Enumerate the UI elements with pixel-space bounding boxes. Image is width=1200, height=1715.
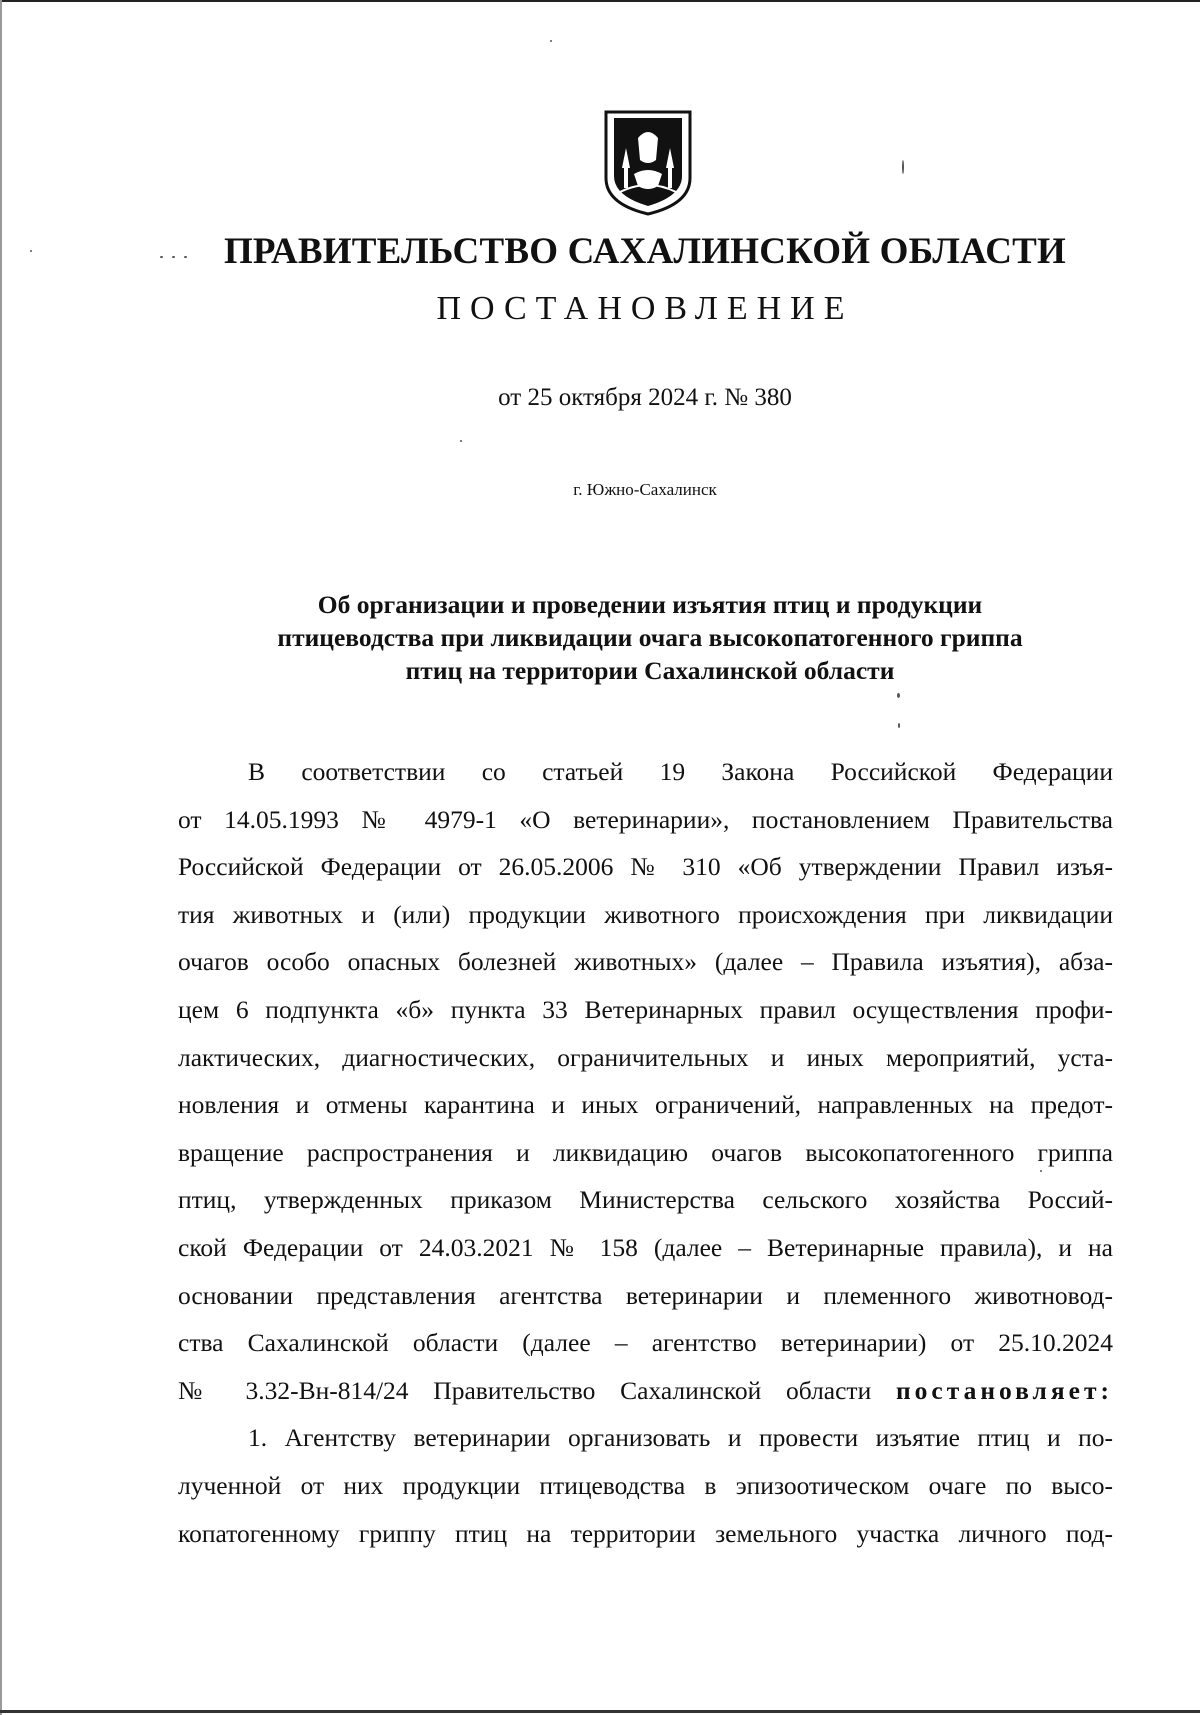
- scan-speck: [172, 256, 175, 258]
- item-line: 1. Агентству ветеринарии организовать и провести изъятие птиц и по-: [248, 1423, 1113, 1453]
- body-line-resolution: [178, 1367, 1113, 1415]
- document-city: г. Южно-Сахалинск: [573, 480, 717, 499]
- scan-speck: [30, 250, 32, 252]
- body-line: новления и отмены карантина и иных ограничений, направленных на предот-: [178, 1090, 1113, 1120]
- scan-speck: [160, 256, 163, 258]
- scan-speck: [460, 440, 462, 442]
- document-date-number: от 25 октября 2024 г. № 380: [498, 384, 792, 411]
- body-line: от 14.05.1993 № 4979-1 «О ветеринарии», постановлением Правительства: [178, 804, 1113, 834]
- item-line: копатогенному гриппу птиц на территории земельного участка личного под-: [178, 1518, 1113, 1548]
- body-line: очагов особо опасных болезней животных» (далее – Правила изъятия), абза-: [178, 947, 1113, 977]
- resolution-prefix: № 3.32-Вн-814/24 Правительство Сахалинской области: [178, 1375, 872, 1405]
- body-line: тия животных и (или) продукции животного происхождения при ликвидации: [178, 899, 1113, 929]
- subject-line: птицеводства при ликвидации очага высокопатогенного гриппа: [277, 623, 1023, 652]
- coat-of-arms-icon: [600, 108, 696, 218]
- document-type: ПОСТАНОВЛЕНИЕ: [436, 290, 854, 327]
- body-line: цем 6 подпункта «б» пункта 33 Ветеринарных правил осуществления профи-: [178, 994, 1113, 1024]
- body-line: лактических, диагностических, ограничительных и иных мероприятий, уста-: [178, 1042, 1113, 1072]
- body-line: ства Сахалинской области (далее – агентство ветеринарии) от 25.10.2024: [178, 1328, 1113, 1358]
- document-body: [178, 748, 1113, 1557]
- body-line: основании представления агентства ветеринарии и племенного животновод-: [178, 1280, 1113, 1310]
- item-line: лученной от них продукции птицеводства в эпизоотическом очаге по высо-: [178, 1470, 1113, 1500]
- subject-line: Об организации и проведении изъятия птиц и продукции: [317, 590, 983, 619]
- scan-speck: [184, 256, 187, 258]
- scan-speck: [1040, 1170, 1042, 1172]
- body-line: Российской Федерации от 26.05.2006 № 310 «Об утверждении Правил изъя-: [178, 852, 1113, 882]
- scan-speck: [897, 693, 900, 698]
- body-line: ской Федерации от 24.03.2021 № 158 (далее – Ветеринарные правила), и на: [178, 1232, 1113, 1262]
- resolution-keyword: постановляет:: [895, 1375, 1113, 1405]
- subject-line: птиц на территории Сахалинской области: [405, 656, 895, 685]
- body-line: вращение распространения и ликвидацию очагов высокопатогенного гриппа: [178, 1137, 1113, 1167]
- body-line: В соответствии со статьей 19 Закона Российской Федерации: [248, 757, 1113, 786]
- government-title: ПРАВИТЕЛЬСТВО САХАЛИНСКОЙ ОБЛАСТИ: [223, 231, 1067, 272]
- scan-speck: [898, 723, 900, 728]
- scan-bottom-edge: [0, 1710, 1200, 1713]
- document-subject: [210, 588, 1090, 687]
- scan-speck: [550, 40, 552, 42]
- scan-top-edge: [0, 0, 1200, 2]
- scan-speck: [902, 160, 904, 174]
- body-line: птиц, утвержденных приказом Министерства сельского хозяйства Россий-: [178, 1185, 1113, 1215]
